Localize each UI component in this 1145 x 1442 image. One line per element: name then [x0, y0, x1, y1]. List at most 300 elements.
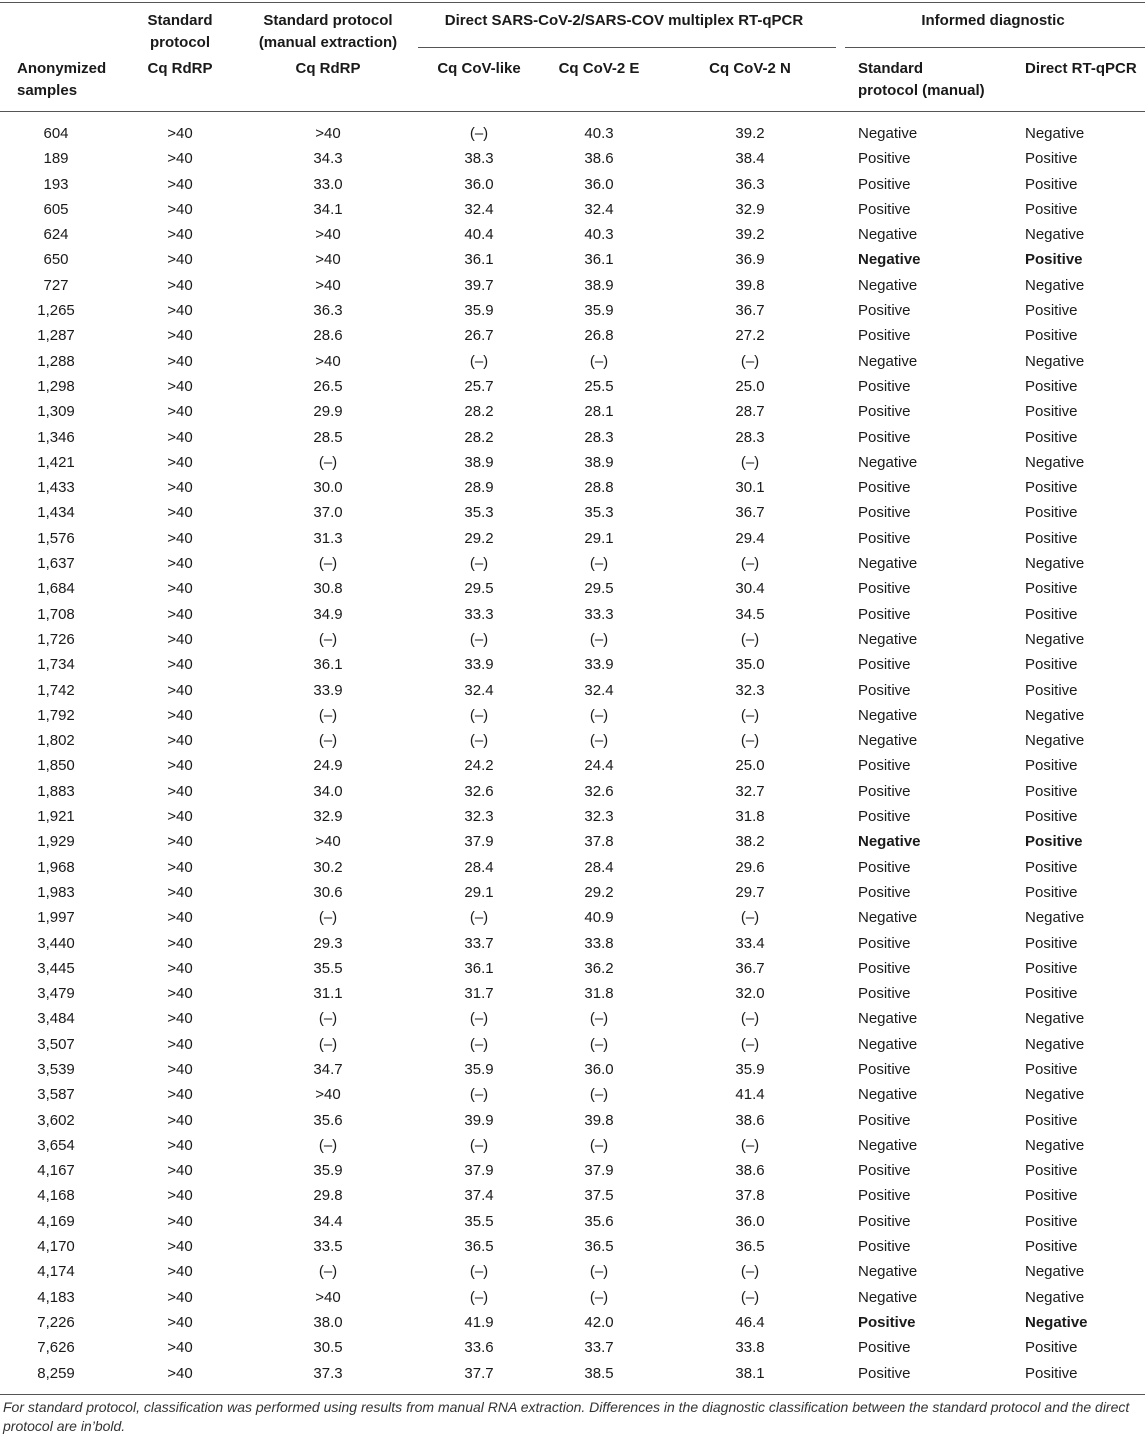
table-footnote: For standard protocol, classification was performed using results from manual RNA extraction. Differences in the diagnostic classification between the standard protocol and the direct protocol are in’bold. — [3, 1399, 1130, 1434]
cell-sample-id: 1,433 — [37, 479, 75, 497]
cell-cq-rdrp-standard: >40 — [167, 1288, 193, 1306]
table-row — [0, 399, 1145, 424]
cell-cq-rdrp-standard: >40 — [167, 251, 193, 269]
cell-cq-rdrp-standard: >40 — [167, 858, 193, 876]
cell-cq-rdrp-standard: >40 — [167, 1060, 193, 1078]
cell-cq-cov2-e: 38.5 — [584, 1364, 614, 1382]
cell-sample-id: 3,440 — [37, 934, 75, 952]
table-bottom-rule — [0, 1394, 1145, 1395]
cell-sample-id: 4,174 — [37, 1263, 75, 1281]
cell-cq-rdrp-manual: 33.5 — [313, 1238, 343, 1256]
table-row — [0, 804, 1145, 829]
cell-cq-rdrp-standard: >40 — [167, 327, 193, 345]
header-informed-group: Informed diagnostic — [921, 12, 1065, 29]
cell-cq-cov-like: 39.9 — [464, 1111, 494, 1129]
cell-cq-rdrp-standard: >40 — [167, 453, 193, 471]
cell-cq-rdrp-manual: 28.6 — [313, 327, 343, 345]
cell-diag-direct: Negative — [1025, 226, 1085, 244]
cell-cq-rdrp-manual: 29.3 — [313, 934, 343, 952]
cell-cq-cov2-n: (–) — [740, 555, 760, 573]
table-row — [0, 728, 1145, 753]
table-row — [0, 298, 1145, 323]
table-row — [0, 753, 1145, 778]
cell-cq-cov2-n: 38.4 — [735, 150, 765, 168]
cell-cq-rdrp-standard: >40 — [167, 1238, 193, 1256]
cell-cq-rdrp-manual: 31.3 — [313, 529, 343, 547]
cell-cq-rdrp-standard: >40 — [167, 200, 193, 218]
cell-sample-id: 727 — [43, 276, 69, 294]
cell-cq-cov2-e: 38.9 — [584, 276, 614, 294]
cell-cq-cov2-e: 32.4 — [584, 681, 614, 699]
cell-cq-rdrp-manual: 34.3 — [313, 150, 343, 168]
cell-cq-cov2-e: 35.3 — [584, 504, 614, 522]
cell-cq-cov-like: 33.6 — [464, 1339, 494, 1357]
header-direct-rtqpcr: Direct RT-qPCR — [1025, 60, 1137, 77]
cell-cq-cov-like: 36.1 — [464, 959, 494, 977]
cell-diag-standard: Negative — [858, 732, 918, 750]
cell-cq-rdrp-manual: 35.9 — [313, 1162, 343, 1180]
cell-cq-rdrp-manual: 30.8 — [313, 580, 343, 598]
cell-cq-cov2-n: 39.8 — [735, 276, 765, 294]
cell-cq-cov-like: 32.3 — [464, 808, 494, 826]
cell-diag-direct: Positive — [1025, 858, 1078, 876]
cell-cq-rdrp-manual: 38.0 — [313, 1313, 343, 1331]
cell-cq-cov2-n: 33.4 — [735, 934, 765, 952]
cell-cq-cov-like: (–) — [469, 555, 489, 573]
cell-cq-cov2-n: (–) — [740, 909, 760, 927]
header-standard-protocol — [147, 10, 212, 54]
cell-cq-cov2-n: (–) — [740, 732, 760, 750]
cell-cq-cov2-n: (–) — [740, 1263, 760, 1281]
cell-sample-id: 1,309 — [37, 403, 75, 421]
cell-sample-id: 1,637 — [37, 555, 75, 573]
cell-diag-standard: Positive — [858, 1162, 911, 1180]
cell-cq-rdrp-manual: 29.9 — [313, 403, 343, 421]
cell-cq-rdrp-standard: >40 — [167, 959, 193, 977]
cell-cq-cov-like: 39.7 — [464, 276, 494, 294]
cell-cq-cov2-e: 31.8 — [584, 985, 614, 1003]
table-row — [0, 703, 1145, 728]
table-row — [0, 425, 1145, 450]
cell-cq-rdrp-manual: 35.5 — [313, 959, 343, 977]
cell-cq-rdrp-manual: (–) — [318, 555, 338, 573]
header-standard-line1: Standard — [147, 12, 213, 29]
cell-cq-rdrp-standard: >40 — [167, 808, 193, 826]
cell-cq-cov2-n: 25.0 — [735, 757, 765, 775]
cell-cq-rdrp-standard: >40 — [167, 1339, 193, 1357]
cell-cq-rdrp-standard: >40 — [167, 630, 193, 648]
cell-cq-cov2-n: 36.7 — [735, 302, 765, 320]
cell-cq-rdrp-manual: 36.3 — [313, 302, 343, 320]
cell-sample-id: 1,265 — [37, 302, 75, 320]
cell-cq-cov2-e: (–) — [589, 352, 609, 370]
cell-cq-rdrp-manual: (–) — [318, 909, 338, 927]
cell-cq-rdrp-manual: 37.3 — [313, 1364, 343, 1382]
cell-diag-direct: Positive — [1025, 833, 1083, 851]
table-row — [0, 1310, 1145, 1335]
cell-diag-direct: Positive — [1025, 656, 1078, 674]
cell-diag-direct: Positive — [1025, 150, 1078, 168]
cell-diag-standard: Positive — [858, 200, 911, 218]
cell-diag-direct: Positive — [1025, 403, 1078, 421]
cell-cq-rdrp-manual: (–) — [318, 1010, 338, 1028]
cell-cq-rdrp-manual: 34.9 — [313, 605, 343, 623]
cell-diag-direct: Negative — [1025, 706, 1085, 724]
cell-cq-cov2-n: 35.9 — [735, 1060, 765, 1078]
table-row — [0, 1133, 1145, 1158]
table-row — [0, 652, 1145, 677]
cell-cq-cov-like: 28.2 — [464, 403, 494, 421]
cell-cq-cov-like: 35.3 — [464, 504, 494, 522]
table-row — [0, 1158, 1145, 1183]
cell-cq-cov-like: (–) — [469, 1010, 489, 1028]
cell-diag-direct: Negative — [1025, 276, 1085, 294]
cell-cq-rdrp-manual: >40 — [315, 352, 341, 370]
cell-sample-id: 1,921 — [37, 808, 75, 826]
cell-diag-standard: Negative — [858, 125, 918, 142]
cell-sample-id: 1,287 — [37, 327, 75, 345]
cell-cq-cov-like: 35.9 — [464, 1060, 494, 1078]
table-row — [0, 500, 1145, 525]
cell-cq-cov-like: 41.9 — [464, 1313, 494, 1331]
cell-cq-rdrp-manual: 26.5 — [313, 377, 343, 395]
table-row — [0, 1057, 1145, 1082]
cell-diag-direct: Positive — [1025, 504, 1078, 522]
cell-cq-cov-like: 33.9 — [464, 656, 494, 674]
cell-diag-standard: Positive — [858, 1060, 911, 1078]
cell-diag-standard: Positive — [858, 529, 911, 547]
cell-cq-cov-like: (–) — [469, 1086, 489, 1104]
cell-cq-rdrp-standard: >40 — [167, 681, 193, 699]
cell-cq-rdrp-manual: 32.9 — [313, 808, 343, 826]
cell-sample-id: 7,226 — [37, 1313, 75, 1331]
cell-diag-standard: Negative — [858, 706, 918, 724]
header-standard-diag-line2: protocol (manual) — [858, 82, 985, 99]
cell-cq-cov2-e: (–) — [589, 1086, 609, 1104]
table-row — [0, 1335, 1145, 1360]
cell-cq-cov2-n: 30.4 — [735, 580, 765, 598]
cell-cq-cov-like: 40.4 — [464, 226, 494, 244]
cell-diag-standard: Positive — [858, 403, 911, 421]
cell-cq-rdrp-standard: >40 — [167, 1111, 193, 1129]
cell-cq-cov2-e: (–) — [589, 1010, 609, 1028]
table-row — [0, 931, 1145, 956]
cell-cq-cov2-e: 33.3 — [584, 605, 614, 623]
cell-cq-cov2-e: 29.2 — [584, 883, 614, 901]
cell-cq-rdrp-standard: >40 — [167, 833, 193, 851]
cell-cq-cov2-n: 33.8 — [735, 1339, 765, 1357]
cell-cq-cov-like: 29.1 — [464, 883, 494, 901]
cell-diag-direct: Positive — [1025, 377, 1078, 395]
cell-cq-rdrp-manual: 30.6 — [313, 883, 343, 901]
cell-cq-rdrp-standard: >40 — [167, 529, 193, 547]
cell-cq-rdrp-manual: 37.0 — [313, 504, 343, 522]
cell-cq-cov2-e: 36.0 — [584, 175, 614, 193]
cell-cq-rdrp-standard: >40 — [167, 732, 193, 750]
cell-cq-rdrp-manual: 34.1 — [313, 200, 343, 218]
table-row — [0, 1361, 1145, 1386]
cell-diag-direct: Positive — [1025, 580, 1078, 598]
cell-cq-cov-like: (–) — [469, 706, 489, 724]
cell-cq-rdrp-manual: 33.0 — [313, 175, 343, 193]
cell-diag-direct: Positive — [1025, 479, 1078, 497]
cell-cq-cov-like: 29.5 — [464, 580, 494, 598]
cell-diag-direct: Positive — [1025, 782, 1078, 800]
cell-cq-rdrp-manual: 30.2 — [313, 858, 343, 876]
cell-sample-id: 1,734 — [37, 656, 75, 674]
cell-cq-cov-like: 37.9 — [464, 1162, 494, 1180]
cell-cq-cov2-n: (–) — [740, 1010, 760, 1028]
cell-cq-rdrp-manual: (–) — [318, 1136, 338, 1154]
cell-diag-standard: Negative — [858, 1086, 918, 1104]
cell-diag-standard: Negative — [858, 251, 921, 269]
cell-cq-rdrp-standard: >40 — [167, 706, 193, 724]
cell-cq-cov-like: 25.7 — [464, 377, 494, 395]
cell-cq-cov-like: 37.4 — [464, 1187, 494, 1205]
cell-cq-cov2-n: (–) — [740, 352, 760, 370]
cell-diag-standard: Negative — [858, 1136, 918, 1154]
cell-cq-cov-like: 36.0 — [464, 175, 494, 193]
cell-diag-direct: Positive — [1025, 1364, 1078, 1382]
cell-cq-cov-like: 29.2 — [464, 529, 494, 547]
cell-cq-cov2-e: 35.6 — [584, 1212, 614, 1230]
cell-diag-direct: Positive — [1025, 934, 1078, 952]
cell-cq-rdrp-manual: 30.0 — [313, 479, 343, 497]
cell-cq-cov2-n: 36.7 — [735, 504, 765, 522]
cell-cq-cov2-e: 40.9 — [584, 909, 614, 927]
cell-cq-rdrp-standard: >40 — [167, 1364, 193, 1382]
cell-diag-standard: Positive — [858, 327, 911, 345]
header-anonymized-line2: samples — [17, 82, 78, 99]
cell-cq-cov2-n: 41.4 — [735, 1086, 765, 1104]
cell-cq-cov2-n: (–) — [740, 1136, 760, 1154]
cell-sample-id: 1,802 — [37, 732, 75, 750]
cell-cq-cov2-n: 38.1 — [735, 1364, 765, 1382]
cell-cq-cov2-n: 34.5 — [735, 605, 765, 623]
cell-diag-direct: Negative — [1025, 1136, 1085, 1154]
cell-diag-standard: Positive — [858, 858, 911, 876]
cell-cq-rdrp-standard: >40 — [167, 1313, 193, 1331]
cell-cq-cov-like: 38.3 — [464, 150, 494, 168]
cell-cq-cov2-n: 46.4 — [735, 1313, 765, 1331]
cell-diag-direct: Positive — [1025, 175, 1078, 193]
cell-diag-direct: Positive — [1025, 1162, 1078, 1180]
cell-diag-direct: Positive — [1025, 883, 1078, 901]
cell-cq-cov2-e: 36.0 — [584, 1060, 614, 1078]
cell-diag-direct: Positive — [1025, 605, 1078, 623]
cell-cq-rdrp-manual: >40 — [315, 276, 341, 294]
cell-cq-rdrp-standard: >40 — [167, 1212, 193, 1230]
cell-cq-cov2-n: (–) — [740, 630, 760, 648]
cell-cq-cov2-e: 36.5 — [584, 1238, 614, 1256]
cell-cq-cov2-e: 36.2 — [584, 959, 614, 977]
table-row — [0, 349, 1145, 374]
cell-cq-rdrp-manual: >40 — [315, 125, 341, 142]
cell-cq-cov2-n: 32.3 — [735, 681, 765, 699]
table-row — [0, 450, 1145, 475]
cell-diag-direct: Positive — [1025, 1212, 1078, 1230]
cell-sample-id: 1,298 — [37, 377, 75, 395]
cell-sample-id: 1,288 — [37, 352, 75, 370]
cell-cq-cov2-n: 37.8 — [735, 1187, 765, 1205]
table-row — [0, 121, 1145, 146]
cell-cq-cov2-e: (–) — [589, 1035, 609, 1053]
cell-cq-rdrp-standard: >40 — [167, 428, 193, 446]
cell-cq-cov-like: (–) — [469, 1035, 489, 1053]
cell-diag-direct: Negative — [1025, 352, 1085, 370]
cell-cq-rdrp-manual: 34.4 — [313, 1212, 343, 1230]
cell-sample-id: 1,997 — [37, 909, 75, 927]
header-anonymized-line1: Anonymized — [17, 60, 107, 77]
cell-cq-cov-like: 31.7 — [464, 985, 494, 1003]
cell-diag-direct: Positive — [1025, 1238, 1078, 1256]
table-body — [0, 121, 1145, 1386]
cell-cq-rdrp-manual: 28.5 — [313, 428, 343, 446]
table-row — [0, 374, 1145, 399]
header-bottom-rule — [0, 111, 1145, 112]
cell-diag-standard: Positive — [858, 428, 911, 446]
table-row — [0, 905, 1145, 930]
cell-cq-rdrp-manual: >40 — [315, 833, 341, 851]
cell-diag-direct: Negative — [1025, 1263, 1085, 1281]
cell-cq-rdrp-standard: >40 — [167, 605, 193, 623]
table-row — [0, 1209, 1145, 1234]
table-row — [0, 1183, 1145, 1208]
cell-diag-standard: Positive — [858, 1364, 911, 1382]
cell-diag-standard: Negative — [858, 1010, 918, 1028]
cell-diag-direct: Positive — [1025, 302, 1078, 320]
cell-diag-direct: Positive — [1025, 985, 1078, 1003]
cell-cq-cov-like: 38.9 — [464, 453, 494, 471]
cell-cq-cov-like: 37.7 — [464, 1364, 494, 1382]
cell-cq-rdrp-manual: (–) — [318, 1035, 338, 1053]
cell-cq-cov-like: 26.7 — [464, 327, 494, 345]
cell-cq-cov-like: 28.4 — [464, 858, 494, 876]
cell-cq-rdrp-manual: >40 — [315, 226, 341, 244]
cell-cq-cov2-n: (–) — [740, 1288, 760, 1306]
cell-cq-cov2-e: 28.8 — [584, 479, 614, 497]
cell-diag-standard: Negative — [858, 352, 918, 370]
cell-diag-direct: Negative — [1025, 732, 1085, 750]
cell-diag-direct: Positive — [1025, 251, 1083, 269]
cell-cq-cov2-n: 31.8 — [735, 808, 765, 826]
cell-cq-cov2-e: 38.9 — [584, 453, 614, 471]
cell-cq-cov-like: (–) — [469, 125, 489, 142]
cell-diag-direct: Negative — [1025, 909, 1085, 927]
cell-diag-standard: Negative — [858, 909, 918, 927]
cell-cq-rdrp-standard: >40 — [167, 883, 193, 901]
cell-diag-standard: Positive — [858, 377, 911, 395]
cell-sample-id: 1,434 — [37, 504, 75, 522]
header-cq-rdrp-manual: Cq RdRP — [295, 60, 361, 77]
cell-cq-cov-like: 32.6 — [464, 782, 494, 800]
cell-cq-cov2-n: 29.6 — [735, 858, 765, 876]
cell-sample-id: 1,883 — [37, 782, 75, 800]
cell-cq-rdrp-standard: >40 — [167, 782, 193, 800]
cell-cq-rdrp-standard: >40 — [167, 377, 193, 395]
cell-sample-id: 3,479 — [37, 985, 75, 1003]
cell-sample-id: 1,684 — [37, 580, 75, 598]
cell-cq-rdrp-manual: >40 — [315, 1288, 341, 1306]
cell-cq-rdrp-standard: >40 — [167, 504, 193, 522]
table-row — [0, 627, 1145, 652]
cell-diag-direct: Positive — [1025, 529, 1078, 547]
cell-sample-id: 3,507 — [37, 1035, 75, 1053]
cell-cq-cov2-e: (–) — [589, 706, 609, 724]
cell-diag-standard: Positive — [858, 1212, 911, 1230]
cell-cq-rdrp-standard: >40 — [167, 479, 193, 497]
cell-diag-standard: Positive — [858, 1313, 916, 1331]
table-row — [0, 1259, 1145, 1284]
cell-cq-cov2-e: (–) — [589, 732, 609, 750]
cell-cq-cov-like: (–) — [469, 1288, 489, 1306]
cell-diag-standard: Positive — [858, 959, 911, 977]
cell-cq-rdrp-standard: >40 — [167, 985, 193, 1003]
cell-cq-rdrp-manual: >40 — [315, 251, 341, 269]
cell-diag-standard: Positive — [858, 1339, 911, 1357]
cell-sample-id: 3,587 — [37, 1086, 75, 1104]
cell-cq-rdrp-standard: >40 — [167, 150, 193, 168]
cell-cq-cov2-e: 28.1 — [584, 403, 614, 421]
cell-cq-rdrp-manual: 35.6 — [313, 1111, 343, 1129]
cell-sample-id: 3,484 — [37, 1010, 75, 1028]
cell-cq-cov2-e: 40.3 — [584, 125, 614, 142]
cell-cq-cov2-n: 39.2 — [735, 226, 765, 244]
cell-sample-id: 624 — [43, 226, 69, 244]
cell-cq-cov2-e: 35.9 — [584, 302, 614, 320]
cell-sample-id: 4,168 — [37, 1187, 75, 1205]
cell-cq-cov-like: (–) — [469, 1136, 489, 1154]
top-rule — [0, 2, 1145, 3]
cell-cq-rdrp-standard: >40 — [167, 580, 193, 598]
cell-diag-direct: Positive — [1025, 681, 1078, 699]
cell-cq-cov-like: 32.4 — [464, 681, 494, 699]
table-row — [0, 197, 1145, 222]
header-direct-group: Direct SARS-CoV-2/SARS-COV multiplex RT-qPCR — [444, 12, 804, 29]
cell-cq-rdrp-manual: 24.9 — [313, 757, 343, 775]
cell-cq-cov2-e: 28.3 — [584, 428, 614, 446]
table-row — [0, 172, 1145, 197]
cell-diag-direct: Negative — [1025, 1086, 1085, 1104]
header-standard-manual-line2: (manual extraction) — [258, 34, 398, 51]
cell-diag-direct: Positive — [1025, 1111, 1078, 1129]
cell-cq-cov2-e: 32.4 — [584, 200, 614, 218]
cell-cq-cov-like: 33.3 — [464, 605, 494, 623]
cell-sample-id: 1,742 — [37, 681, 75, 699]
table-row — [0, 526, 1145, 551]
cell-diag-standard: Positive — [858, 605, 911, 623]
header-standard-manual-diag — [858, 58, 985, 102]
cell-cq-cov2-e: 40.3 — [584, 226, 614, 244]
cell-cq-cov2-n: 27.2 — [735, 327, 765, 345]
cell-sample-id: 4,169 — [37, 1212, 75, 1230]
table-row — [0, 323, 1145, 348]
cell-cq-rdrp-standard: >40 — [167, 302, 193, 320]
cell-diag-direct: Negative — [1025, 1035, 1085, 1053]
cell-diag-standard: Positive — [858, 1187, 911, 1205]
cell-diag-standard: Negative — [858, 1035, 918, 1053]
cell-cq-rdrp-standard: >40 — [167, 125, 193, 142]
cell-cq-rdrp-manual: (–) — [318, 706, 338, 724]
cell-cq-rdrp-standard: >40 — [167, 1187, 193, 1205]
cell-cq-cov2-e: 26.8 — [584, 327, 614, 345]
cell-cq-rdrp-manual: 34.7 — [313, 1060, 343, 1078]
cell-diag-standard: Negative — [858, 226, 918, 244]
cell-sample-id: 604 — [43, 125, 69, 142]
cell-cq-rdrp-manual: 31.1 — [313, 985, 343, 1003]
cell-cq-cov2-e: 29.5 — [584, 580, 614, 598]
cell-cq-cov2-n: 29.7 — [735, 883, 765, 901]
